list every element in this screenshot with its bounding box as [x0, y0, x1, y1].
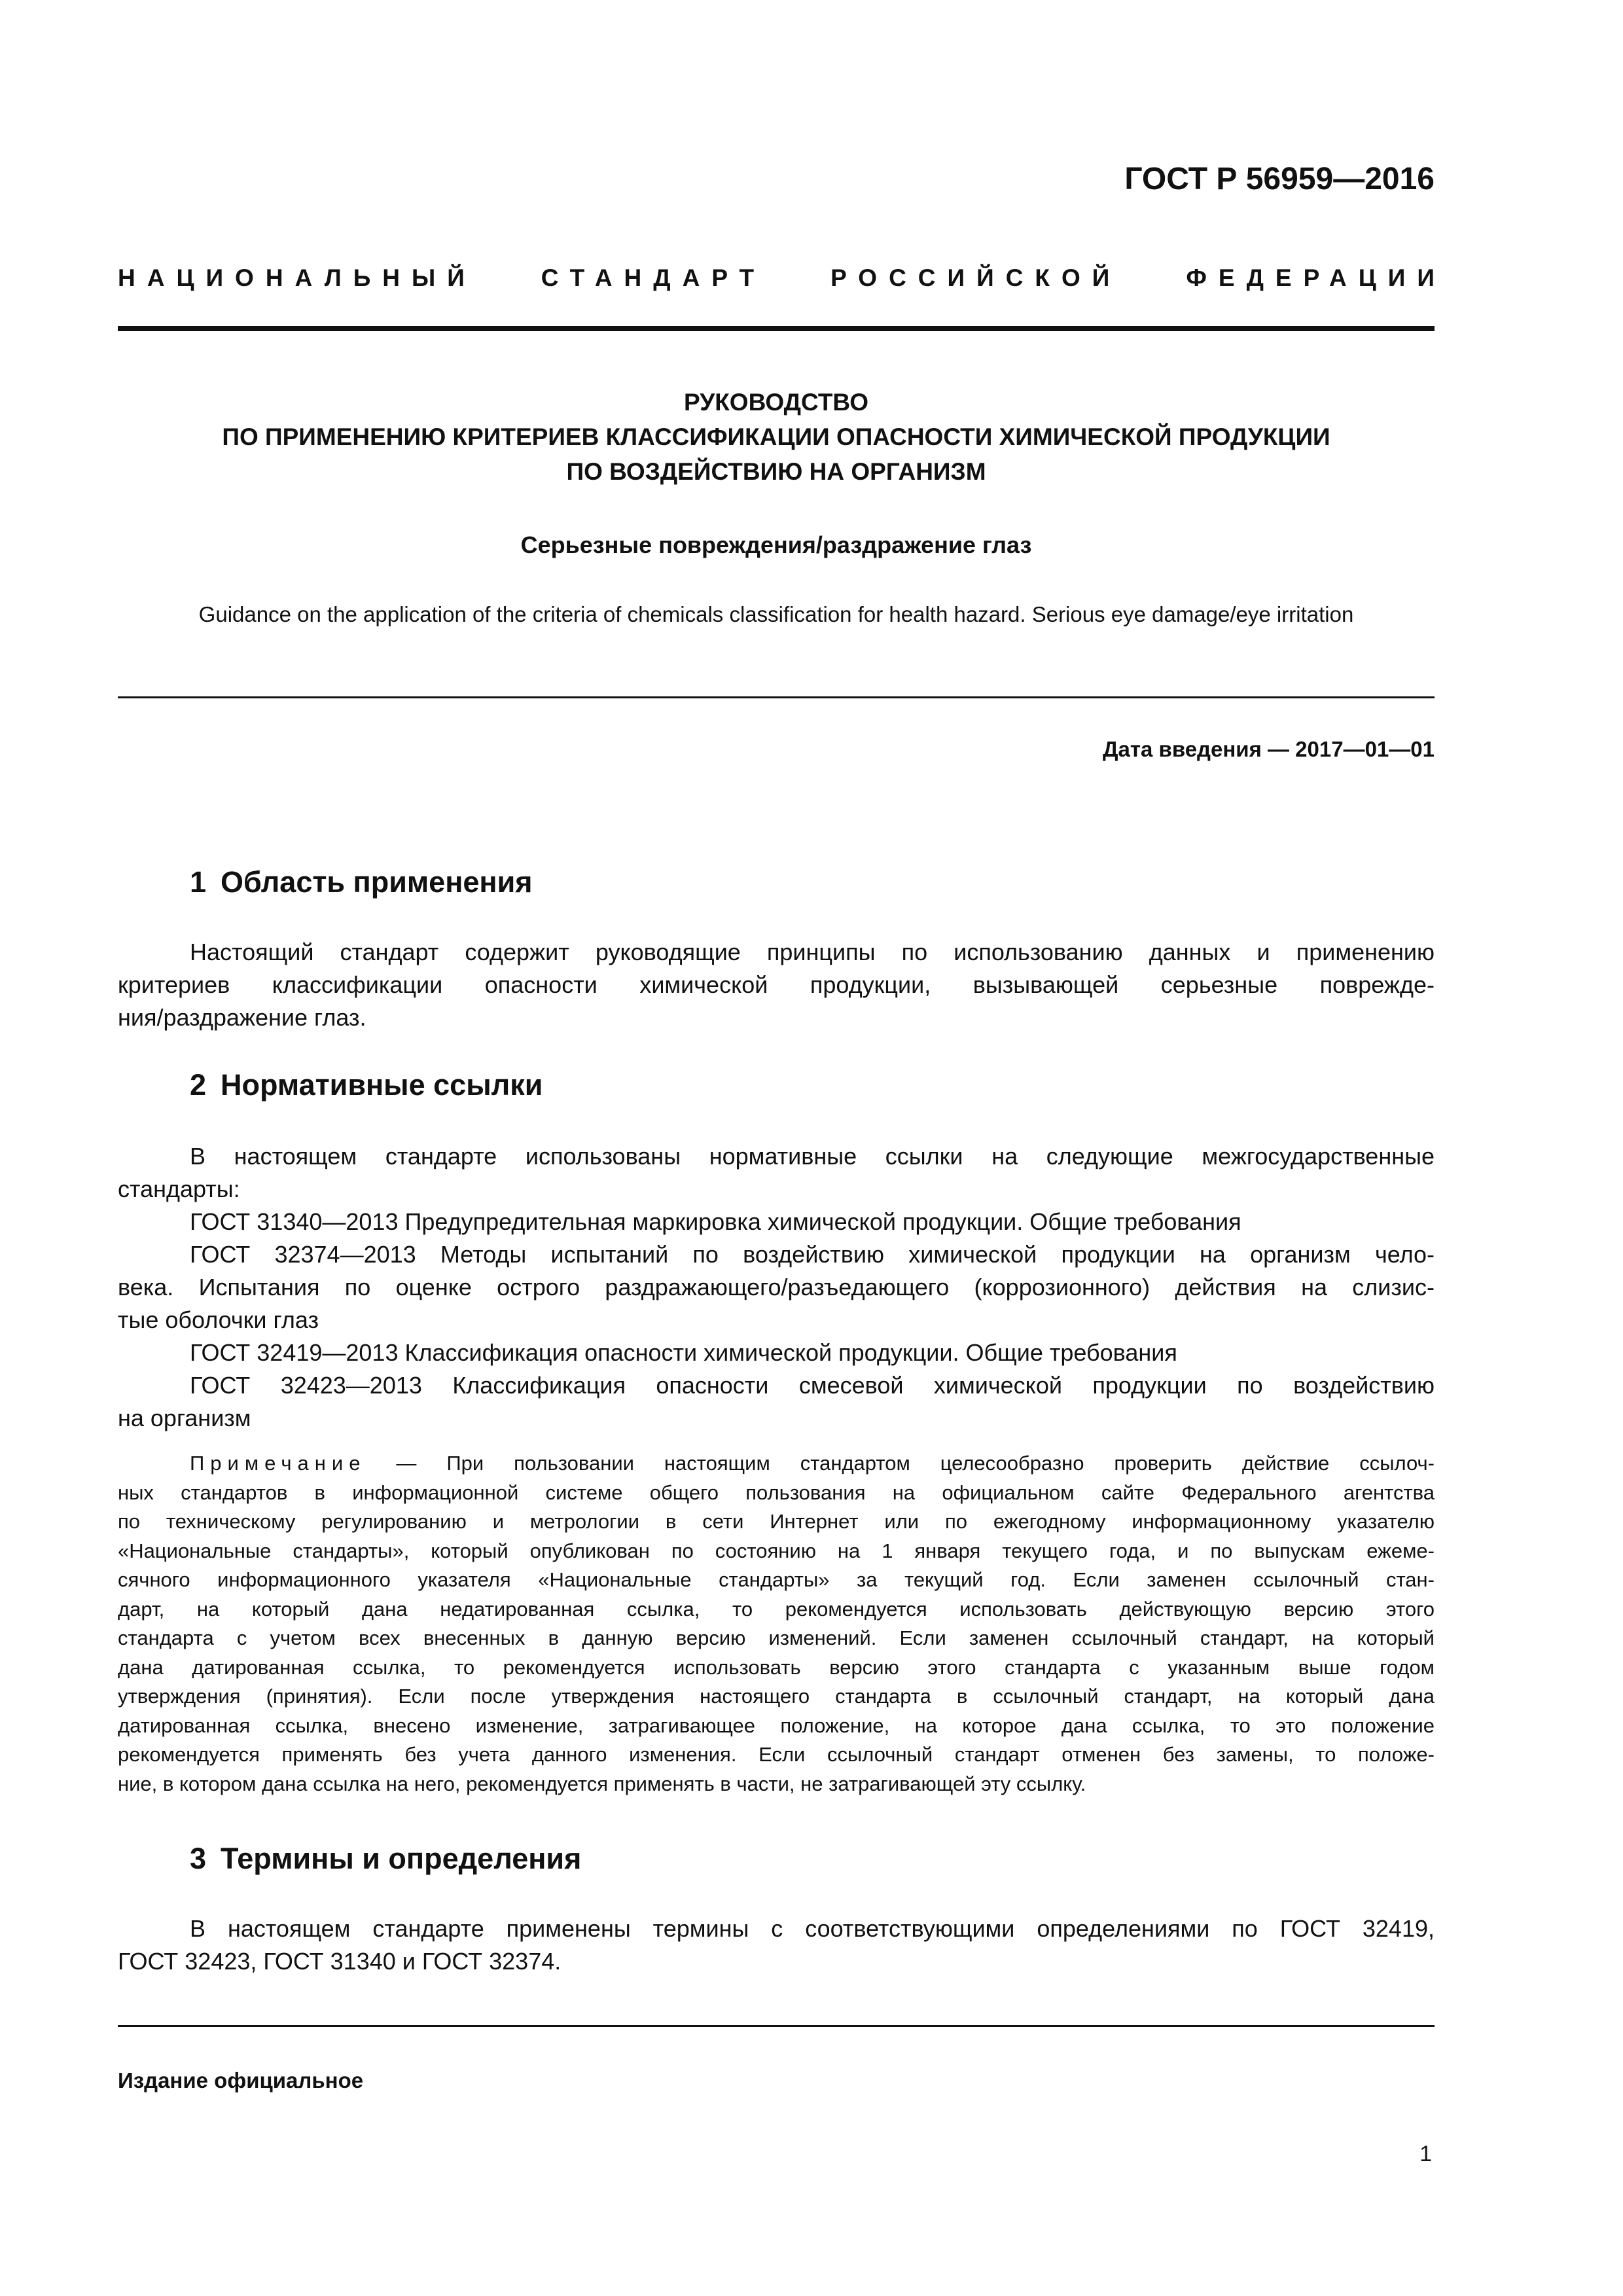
document-title	[118, 385, 1435, 489]
section-2-heading	[190, 1068, 543, 1102]
document-subtitle: Серьезные повреждения/раздражение глаз	[520, 531, 1032, 558]
banner-word: РОССИЙСКОЙ	[830, 264, 1122, 291]
text-line: ния/раздражение глаз.	[118, 1004, 366, 1031]
section-3-heading	[190, 1842, 581, 1876]
title-line: ПО ВОЗДЕЙСТВИЮ НА ОРГАНИЗМ	[566, 458, 986, 485]
reference-item: ГОСТ 32423—2013 Классификация опасности смесевой химической продукции по воздействию	[190, 1372, 1435, 1399]
footer-divider	[118, 2025, 1435, 2027]
text-line: тые оболочки глаз	[118, 1306, 319, 1333]
note-line: дарт, на который дана недатированная ссылка, то рекомендуется использовать действующую версию этого	[118, 1597, 1435, 1621]
note-line: ных стандартов в информационной системе общего пользования на официальном сайте Федерального агентства	[118, 1480, 1435, 1504]
title-line: ПО ПРИМЕНЕНИЮ КРИТЕРИЕВ КЛАССИФИКАЦИИ ОПАСНОСТИ ХИМИЧЕСКОЙ ПРОДУКЦИИ	[222, 423, 1330, 450]
note-line: сячного информационного указателя «Национальные стандарты» за текущий год. Если заменен ссылочный стан-	[118, 1568, 1435, 1591]
section-number: 3	[190, 1842, 207, 1875]
text-line: века. Испытания по оценке острого раздражающего/разъедающего (коррозионного) действия на слизис-	[118, 1274, 1435, 1300]
banner-word: СТАНДАРТ	[541, 264, 766, 291]
section-title: Нормативные ссылки	[221, 1068, 543, 1102]
text-line: стандарты:	[118, 1175, 240, 1202]
note-line: стандарта с учетом всех внесенных в данную версию изменений. Если заменен ссылочный стандарт, на который	[118, 1626, 1435, 1649]
reference-item: ГОСТ 32374—2013 Методы испытаний по воздействию химической продукции на организм чело-	[190, 1241, 1435, 1268]
reference-item: ГОСТ 32419—2013 Классификация опасности химической продукции. Общие требования	[190, 1339, 1177, 1366]
introduction-date: Дата введения — 2017—01—01	[1103, 737, 1435, 761]
title-line: РУКОВОДСТВО	[684, 389, 868, 416]
banner-word: ФЕДЕРАЦИИ	[1186, 264, 1446, 291]
english-title: Guidance on the application of the criteria of chemicals classification for health hazard. Serious eye damage/eye irritation	[198, 602, 1354, 626]
note-line: по техническому регулированию и метрологии в сети Интернет или по ежегодному информационному указателю	[118, 1510, 1435, 1533]
page-number: 1	[1419, 2142, 1432, 2166]
official-edition-label: Издание официальное	[118, 2068, 364, 2092]
text-line: на организм	[118, 1405, 251, 1431]
header-divider	[118, 326, 1435, 331]
section-number: 2	[190, 1068, 207, 1102]
section-number: 1	[190, 865, 207, 899]
section-1-text	[118, 936, 1435, 1034]
text-line: ГОСТ 32423, ГОСТ 31340 и ГОСТ 32374.	[118, 1948, 562, 1975]
section-title: Термины и определения	[221, 1842, 582, 1875]
text-line: В настоящем стандарте применены термины с соответствующими определениями по ГОСТ 32419,	[190, 1915, 1435, 1942]
note-line: дана датированная ссылка, то рекомендуется использовать версию этого стандарта с указанным выше годом	[118, 1655, 1435, 1679]
section-1-heading	[190, 865, 533, 899]
document-number: ГОСТ Р 56959—2016	[1124, 162, 1435, 196]
document-page	[118, 0, 1446, 2296]
title-divider	[118, 696, 1435, 698]
text-line: критериев классификации опасности химической продукции, вызывающей серьезные поврежде-	[118, 971, 1435, 998]
note-line: «Национальные стандарты», который опубликован по состоянию на 1 января текущего года, и по выпускам ежеме-	[118, 1539, 1435, 1562]
note-first-line	[118, 1449, 1435, 1479]
note-line: датированная ссылка, внесено изменение, затрагивающее положение, на которое дана ссылка, то это положение	[118, 1713, 1435, 1737]
note-line: ние, в котором дана ссылка на него, рекомендуется применять в части, не затрагивающей эту ссылку.	[118, 1772, 1086, 1795]
reference-item: ГОСТ 31340—2013 Предупредительная маркировка химической продукции. Общие требования	[190, 1208, 1241, 1235]
text-line: В настоящем стандарте использованы нормативные ссылки на следующие межгосударственные	[190, 1143, 1435, 1170]
note-line: утверждения (принятия). Если после утверждения настоящего стандарта в ссылочный стандарт, на который дана	[118, 1685, 1435, 1708]
section-3-text	[118, 1912, 1435, 1978]
text-line: Настоящий стандарт содержит руководящие принципы по использованию данных и применению	[190, 939, 1435, 965]
note-line: рекомендуется применять без учета данного изменения. Если ссылочный стандарт отменен без замены, то положе-	[118, 1743, 1435, 1766]
standard-banner	[118, 264, 1446, 292]
section-2-text	[118, 1140, 1435, 1435]
section-title: Область применения	[221, 865, 533, 899]
banner-word: НАЦИОНАЛЬНЫЙ	[118, 264, 476, 291]
note-label: Примечание	[190, 1452, 366, 1475]
note-text: — При пользовании настоящим стандартом целесообразно проверить действие ссылоч-	[366, 1452, 1435, 1475]
note-block	[118, 1449, 1435, 1799]
